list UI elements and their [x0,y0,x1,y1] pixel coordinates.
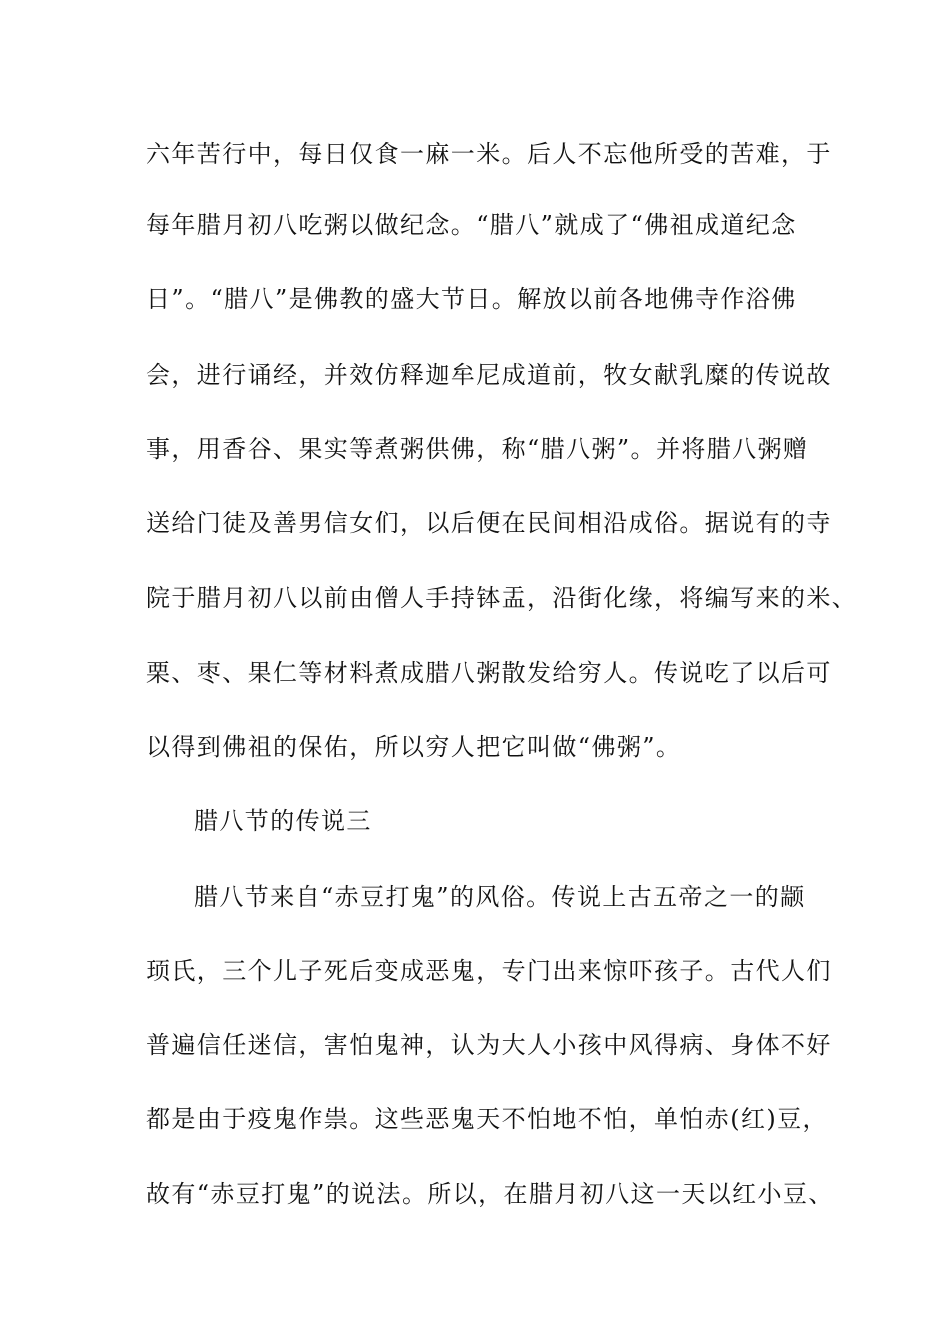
text-line: 以得到佛祖的保佑，所以穷人把它叫做“佛粥”。 [146,733,682,761]
text-line: 顼氏，三个儿子死后变成恶鬼，专门出来惊吓孩子。古代人们 [146,957,832,985]
text-line: 会，进行诵经，并效仿释迦牟尼成道前，牧女献乳糜的传说故 [146,361,832,389]
text-line: 栗、枣、果仁等材料煮成腊八粥散发给穷人。传说吃了以后可 [146,659,832,687]
text-line: 事，用香谷、果实等煮粥供佛，称“腊八粥”。并将腊八粥赠 [146,435,809,463]
text-line: 腊八节来自“赤豆打鬼”的风俗。传说上古五帝之一的颛 [194,883,806,911]
text-line: 院于腊月初八以前由僧人手持钵盂，沿街化缘，将编写来的米、 [146,584,858,612]
text-line: 六年苦行中，每日仅食一麻一米。后人不忘他所受的苦难，于 [146,140,832,168]
text-line: 日”。“腊八”是佛教的盛大节日。解放以前各地佛寺作浴佛 [146,285,797,313]
text-line: 每年腊月初八吃粥以做纪念。“腊八”就成了“佛祖成道纪念 [146,211,797,239]
text-line: 普遍信任迷信，害怕鬼神，认为大人小孩中风得病、身体不好 [146,1031,832,1059]
text-line: 故有“赤豆打鬼”的说法。所以，在腊月初八这一天以红小豆、 [146,1180,834,1208]
text-line: 送给门徒及善男信女们，以后便在民间相沿成俗。据说有的寺 [146,509,832,537]
text-line: 都是由于疫鬼作祟。这些恶鬼天不怕地不怕，单怕赤(红)豆， [146,1105,828,1133]
section-heading: 腊八节的传说三 [194,807,372,835]
